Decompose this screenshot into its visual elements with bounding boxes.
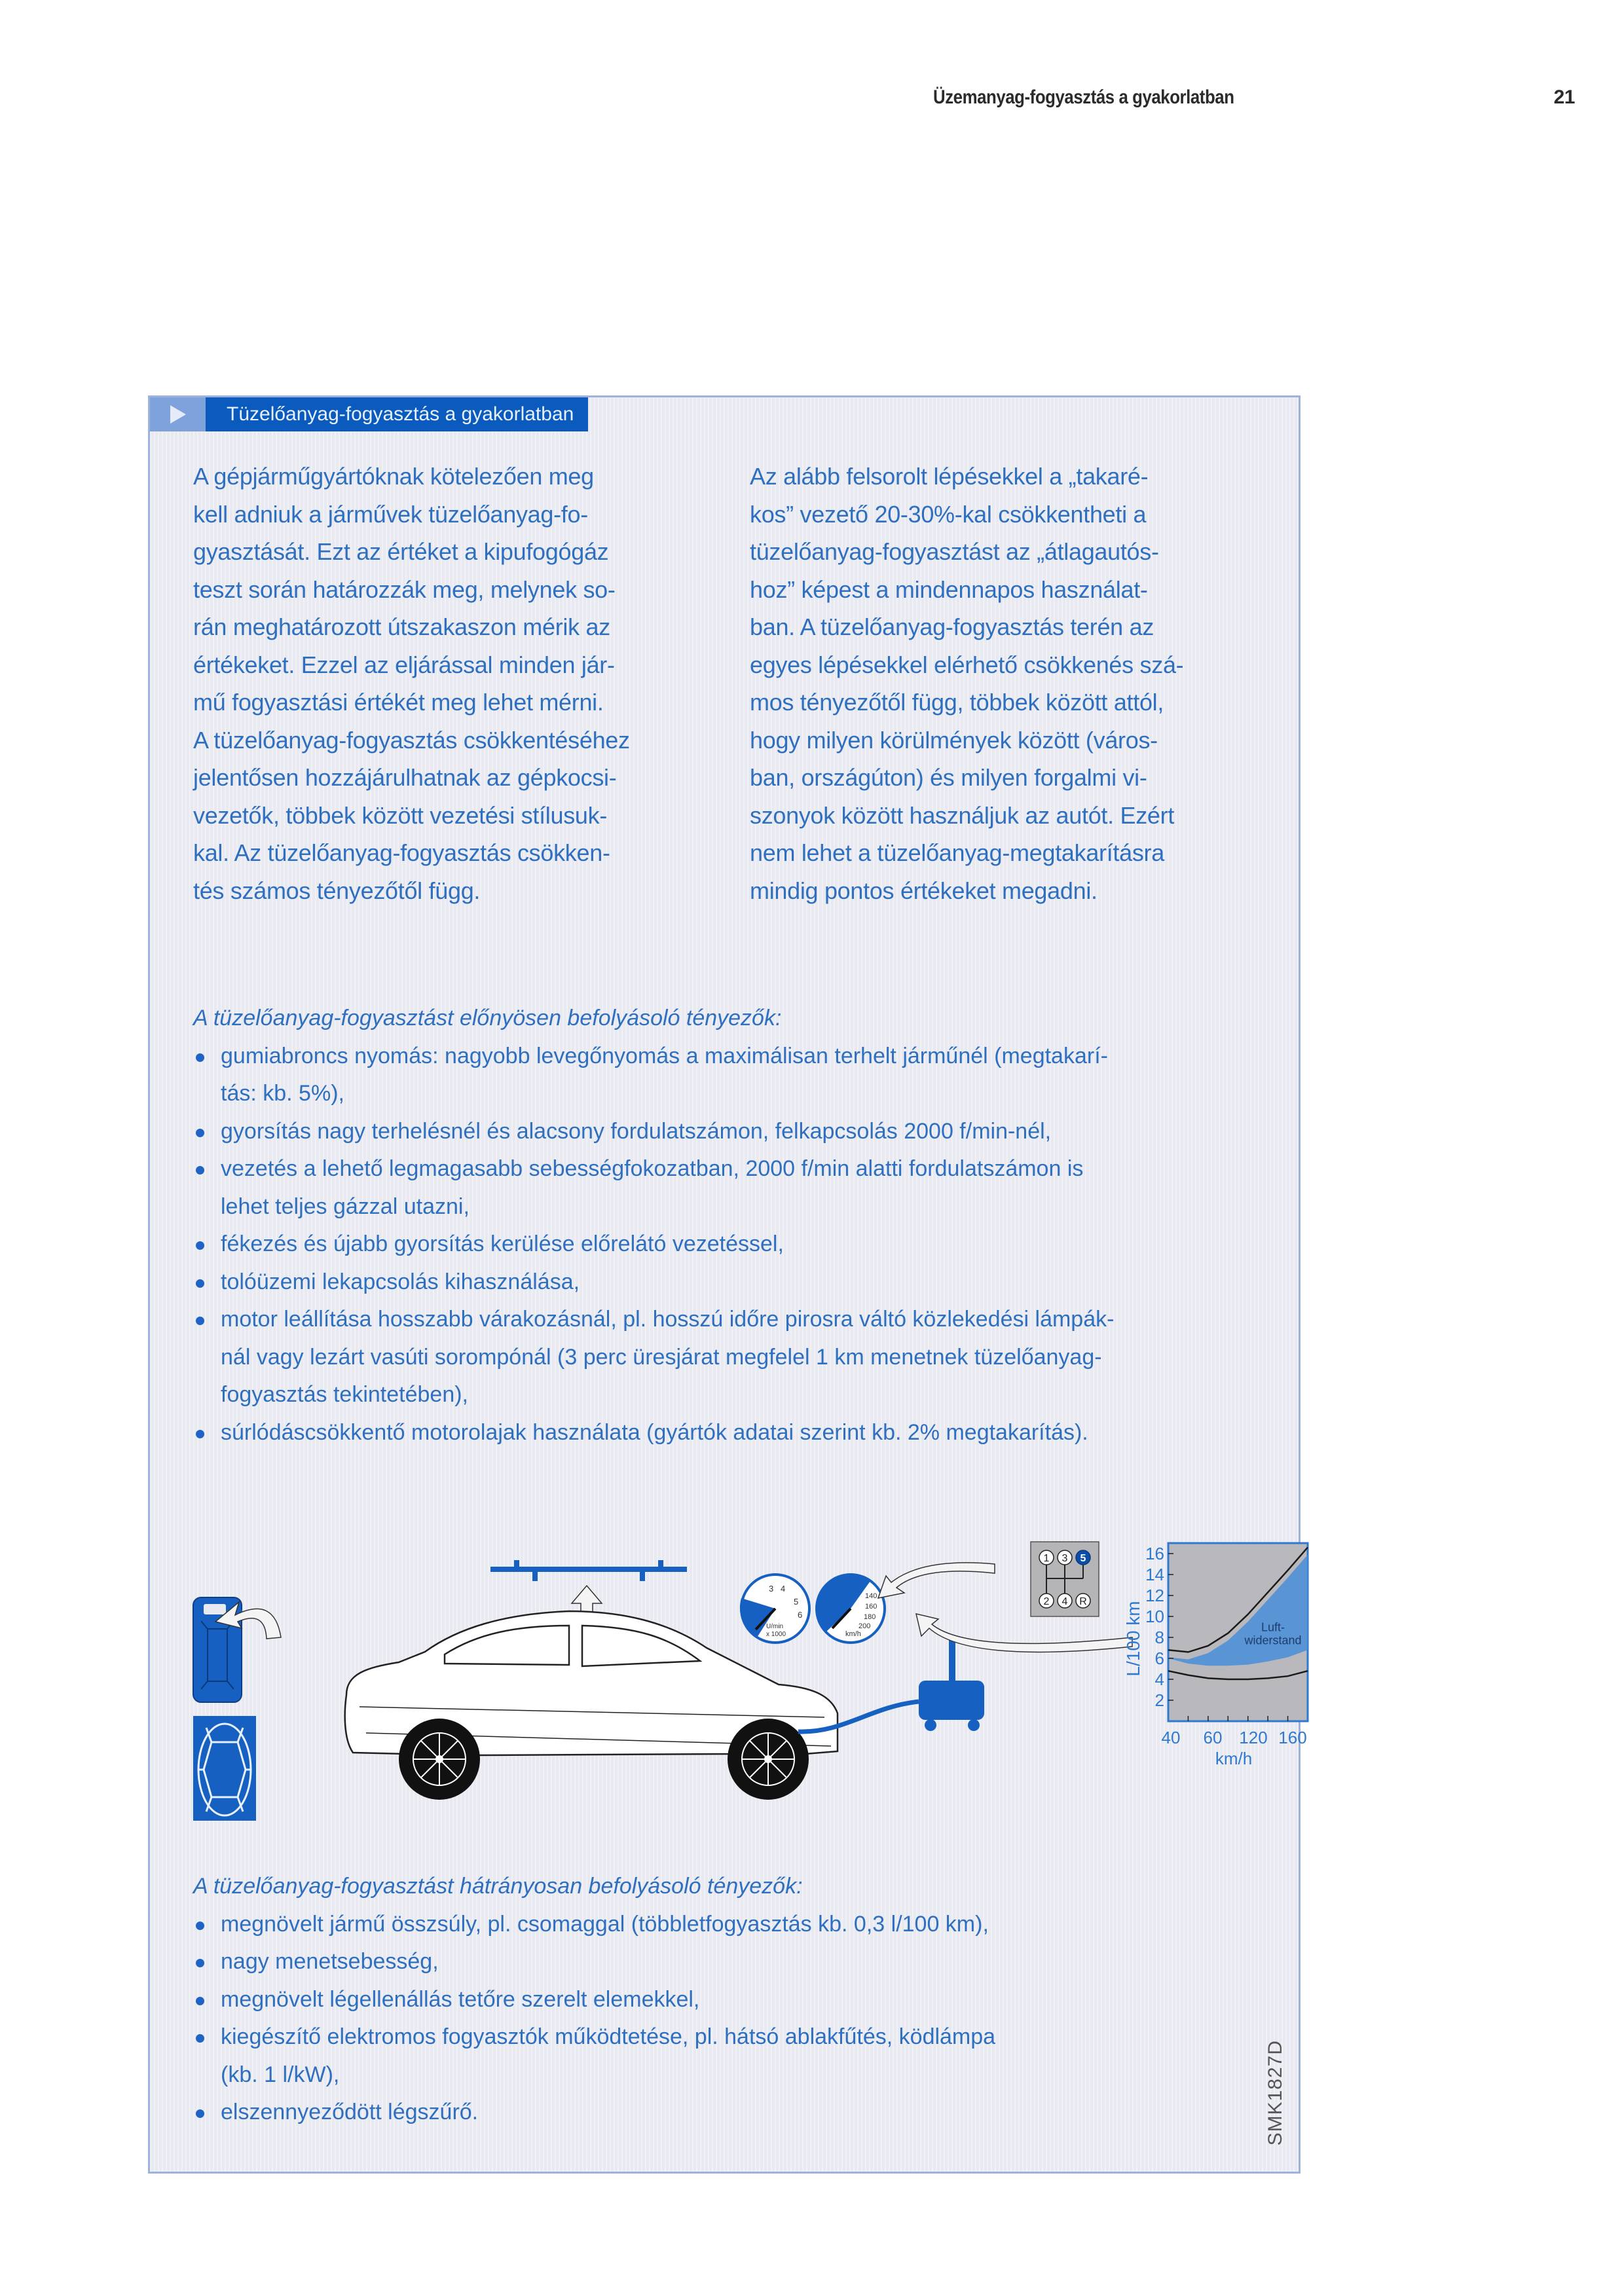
list-item-text: lehet teljes gázzal utazni,: [221, 1194, 470, 1219]
paragraph-line: kal. Az tüzelőanyag-fogyasztás csökken-: [193, 839, 610, 866]
intro-right-column: [750, 458, 1293, 909]
tachometer-unit-scale: x 1000: [766, 1631, 786, 1638]
paragraph-line: A gépjárműgyártóknak kötelezően meg: [193, 463, 594, 490]
negative-factors: [193, 1868, 1267, 2132]
paragraph-line: mindig pontos értékeket megadni.: [750, 877, 1098, 904]
positive-factors-list: [193, 1038, 1267, 1452]
paragraph-line: kos” vezető 20-30%-kal csökkentheti a: [750, 500, 1147, 528]
list-item: [193, 1113, 1267, 1151]
list-item-text: vezetés a lehető legmagasabb sebességfokozatban, 2000 f/min alatti fordulatszámon is: [221, 1156, 1084, 1181]
bullet-icon: [196, 1129, 204, 1137]
paragraph-line: A tüzelőanyag-fogyasztás csökkentéséhez: [193, 726, 630, 754]
list-item-text: súrlódáscsökkentő motorolajak használata (gyártók adatai szerint kb. 2% megtakarítás).: [221, 1419, 1088, 1445]
gear-label: 1: [1043, 1553, 1050, 1564]
paragraph-line: hogy milyen körülmények között (város-: [750, 726, 1158, 754]
paragraph-line: mű fogyasztási értékét meg lehet mérni.: [193, 689, 604, 716]
y-tick-label: 6: [1154, 1649, 1164, 1668]
y-tick-label: 16: [1145, 1544, 1164, 1563]
bullet-icon: [196, 1241, 204, 1250]
bullet-icon: [196, 2109, 204, 2118]
tachometer-unit: U/min: [766, 1623, 784, 1630]
paragraph-line: tés számos tényezőtől függ.: [193, 877, 481, 904]
paragraph-line: értékeket. Ezzel az eljárással minden jár-: [193, 651, 615, 678]
roof-rack-icon: [490, 1560, 687, 1581]
bullet-icon: [196, 1166, 204, 1175]
bullet-icon: [196, 1997, 204, 2005]
intro-left-column: [193, 458, 737, 909]
list-item: [193, 1264, 1267, 1302]
illustration-svg: [150, 1523, 1307, 1844]
gear-label-selected: 5: [1080, 1553, 1086, 1564]
positive-factors-heading: A tüzelőanyag-fogyasztást előnyösen befolyásoló tényezők:: [193, 1006, 782, 1030]
paragraph-line: hoz” képest a mindennapos használat-: [750, 575, 1148, 603]
list-item: [193, 2018, 1267, 2094]
speedometer-tick: 140: [865, 1592, 877, 1600]
list-item-text: megnövelt légellenállás tetőre szerelt elemekkel,: [221, 1986, 700, 2012]
speedometer-icon: [817, 1575, 885, 1643]
page-number: 21: [1553, 86, 1575, 108]
paragraph-line: nem lehet a tüzelőanyag-megtakarításra: [750, 839, 1164, 866]
curved-arrow-icon: [878, 1563, 995, 1598]
consumption-chart: [1123, 1543, 1308, 1768]
paragraph-line: gyasztását. Ezt az értéket a kipufogógáz: [193, 538, 609, 565]
play-arrow-icon: [150, 397, 206, 431]
rear-wheel-icon: [399, 1719, 480, 1800]
running-head: [933, 86, 1575, 109]
y-axis-label: L/100 km: [1123, 1601, 1143, 1677]
paragraph-line: kell adniuk a járművek tüzelőanyag-fo-: [193, 500, 588, 528]
negative-factors-list: [193, 1906, 1267, 2132]
y-tick-label: 12: [1145, 1586, 1164, 1605]
info-box: [148, 395, 1307, 2174]
speedometer-unit: km/h: [845, 1630, 861, 1638]
y-tick-label: 14: [1145, 1565, 1164, 1584]
speedometer-tick: 160: [865, 1603, 877, 1611]
gear-label: 2: [1043, 1596, 1050, 1607]
bullet-icon: [196, 2034, 204, 2043]
list-item-text: tás: kb. 5%),: [221, 1081, 344, 1106]
list-item-text: gyorsítás nagy terhelésnél és alacsony fordulatszámon, felkapcsolás 2000 f/min-nél,: [221, 1118, 1052, 1144]
paragraph-line: vezetők, többek között vezetési stílusuk-: [193, 801, 608, 829]
front-wheel-icon: [728, 1719, 809, 1800]
paragraph-line: mos tényezőtől függ, többek között attól,: [750, 689, 1164, 716]
tachometer-tick: 6: [798, 1610, 803, 1620]
paragraph-line: szonyok között használjuk az autót. Ezért: [750, 801, 1175, 829]
list-item-text: gumiabroncs nyomás: nagyobb levegőnyomás a maximálisan terhelt járműnél (megtakarí-: [221, 1043, 1108, 1068]
paragraph-line: ban. A tüzelőanyag-fogyasztás terén az: [750, 613, 1154, 640]
positive-factors: [193, 1000, 1267, 1451]
y-tick-label: 2: [1154, 1690, 1164, 1710]
list-item-text: fékezés és újabb gyorsítás kerülése előrelátó vezetéssel,: [221, 1231, 784, 1256]
list-item: [193, 1038, 1267, 1113]
list-item: [193, 1981, 1267, 2019]
x-tick-label: 60: [1203, 1728, 1223, 1747]
list-item-text: kiegészítő elektromos fogyasztók működtetése, pl. hátsó ablakfűtés, ködlámpa: [221, 2024, 996, 2049]
bullet-icon: [196, 1922, 204, 1930]
y-tick-label: 4: [1154, 1669, 1164, 1689]
speedometer-tick: 200: [858, 1622, 871, 1630]
tachometer-icon: [740, 1575, 809, 1643]
x-axis-label: km/h: [1215, 1749, 1253, 1768]
list-item: [193, 1301, 1267, 1414]
tachometer-tick: 5: [794, 1597, 799, 1607]
x-tick-label: 40: [1161, 1728, 1181, 1747]
list-item-text: tolóüzemi lekapcsolás kihasználása,: [221, 1269, 580, 1294]
speedometer-tick: 180: [864, 1613, 876, 1621]
figure-code: SMK1827D: [1264, 2039, 1286, 2145]
y-tick-label: 8: [1154, 1628, 1164, 1647]
chart-annotation: Luft-: [1261, 1620, 1285, 1634]
list-item-text: motor leállítása hosszabb várakozásnál, pl. hosszú időre pirosra váltó közlekedési lámpák-: [221, 1307, 1115, 1332]
bullet-icon: [196, 1430, 204, 1438]
list-item: [193, 1943, 1267, 1981]
list-item-text: (kb. 1 l/kW),: [221, 2062, 340, 2087]
paragraph-line: rán meghatározott útszakaszon mérik az: [193, 613, 610, 640]
x-tick-label: 160: [1278, 1728, 1307, 1747]
bullet-icon: [196, 1959, 204, 1967]
chart-annotation: widerstand: [1244, 1633, 1302, 1647]
list-item: [193, 1414, 1267, 1452]
list-item: [193, 1226, 1267, 1264]
gear-label: 4: [1061, 1596, 1068, 1607]
running-head-title: Üzemanyag-fogyasztás a gyakorlatban: [933, 86, 1234, 108]
air-filter-icon: [193, 1716, 256, 1821]
bullet-icon: [196, 1053, 204, 1062]
bullet-icon: [196, 1317, 204, 1325]
list-item-text: megnövelt jármű összsúly, pl. csomaggal (többletfogyasztás kb. 0,3 l/100 km),: [221, 1911, 989, 1937]
negative-factors-heading: A tüzelőanyag-fogyasztást hátrányosan befolyásoló tényezők:: [193, 1874, 803, 1899]
paragraph-line: jelentősen hozzájárulhatnak az gépkocsi-: [193, 764, 617, 791]
bullet-icon: [196, 1279, 204, 1288]
box-tab: [150, 397, 588, 431]
list-item: [193, 2094, 1267, 2132]
list-item-text: fogyasztás tekintetében),: [221, 1382, 469, 1407]
box-tab-label: Tüzelőanyag-fogyasztás a gyakorlatban: [206, 397, 588, 431]
gear-label: 3: [1061, 1553, 1068, 1564]
gear-shift-pattern: [1031, 1542, 1099, 1616]
y-tick-label: 10: [1145, 1607, 1164, 1626]
paragraph-line: egyes lépésekkel elérhető csökkenés szá-: [750, 651, 1184, 678]
tachometer-tick: 3: [769, 1584, 774, 1594]
tachometer-tick: 4: [781, 1584, 786, 1594]
list-item: [193, 1150, 1267, 1226]
list-item-text: nagy menetsebesség,: [221, 1949, 439, 1974]
list-item-text: nál vagy lezárt vasúti sorompónál (3 perc üresjárat megfelel 1 km menetnek tüzelőanyag-: [221, 1344, 1102, 1370]
paragraph-line: teszt során határozzák meg, melynek so-: [193, 575, 616, 603]
list-item: [193, 1906, 1267, 1944]
list-item-text: elszennyeződött légszűrő.: [221, 2100, 479, 2124]
paragraph-line: Az alább felsorolt lépésekkel a „takaré-: [750, 463, 1149, 490]
paragraph-line: tüzelőanyag-fogyasztást az „átlagautós-: [750, 538, 1159, 565]
x-tick-label: 120: [1239, 1728, 1268, 1747]
curved-arrow-icon: [916, 1614, 1132, 1652]
fuel-illustration: [150, 1523, 1307, 1844]
gear-label: R: [1079, 1596, 1087, 1607]
paragraph-line: ban, országúton) és milyen forgalmi vi-: [750, 764, 1147, 791]
